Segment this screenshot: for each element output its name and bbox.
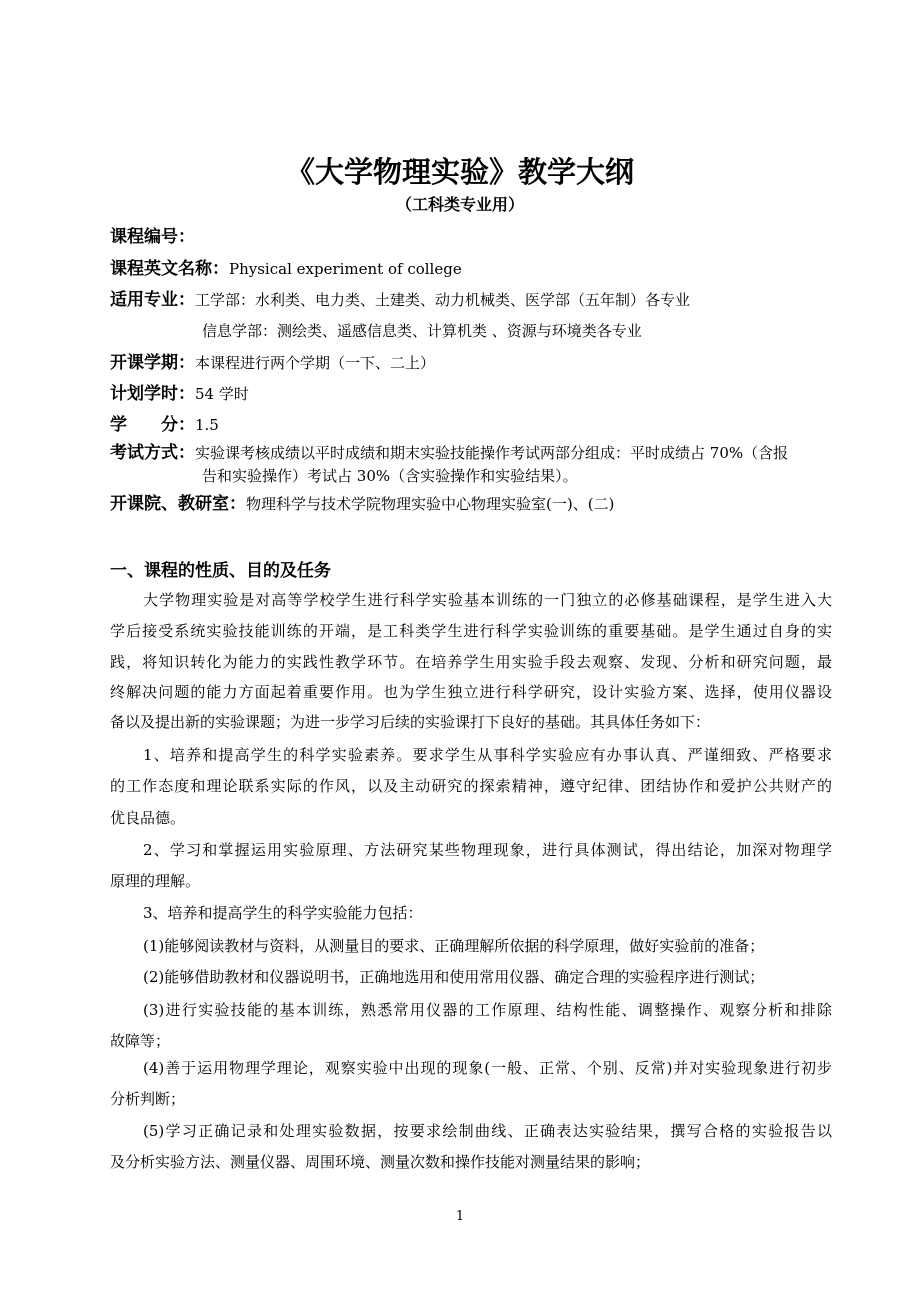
department-row (110, 494, 832, 514)
major-line-2: 信息学部：测绘类、遥感信息类、计算机类 、资源与环境类各专业 (202, 322, 642, 340)
major-line-1: 工学部：水利类、电力类、土建类、动力机械类、医学部（五年制）各专业 (195, 291, 691, 309)
major-label: 适用专业： (110, 290, 195, 310)
exam-row (110, 443, 832, 463)
task-item-2-line: 2、学习和掌握运用实验原理、方法研究某些物理现象，进行具体测试，得出结论，加深对物理学 (143, 841, 832, 859)
intro-paragraph-line: 学后接受系统实验技能训练的开端，是工科类学生进行科学实验训练的重要基础。是学生通过自身的实 (110, 622, 832, 640)
page-number: 1 (455, 1209, 465, 1224)
ability-item-3-line: (3)进行实验技能的基本训练，熟悉常用仪器的工作原理、结构性能、调整操作、观察分析和排除 (143, 1001, 832, 1019)
ability-item-4-line: 分析判断； (110, 1090, 186, 1108)
ability-item-1-line: (1)能够阅读教材与资料，从测量目的要求、正确理解所依据的科学原理，做好实验前的准备； (143, 937, 765, 955)
exam-label: 考试方式： (110, 443, 195, 463)
term-label: 开课学期： (110, 353, 195, 373)
term-value: 本课程进行两个学期（一下、二上） (195, 354, 436, 372)
ability-item-2-line: (2)能够借助教材和仪器说明书，正确地选用和使用常用仪器、确定合理的实验程序进行测试； (143, 968, 765, 986)
department-value: 物理科学与技术学院物理实验中心物理实验室(一)、(二) (246, 495, 615, 513)
intro-paragraph-line: 备以及提出新的实验课题；为进一步学习后续的实验课打下良好的基础。其具体任务如下： (110, 713, 711, 731)
course-code-row (110, 227, 832, 247)
credit-row (110, 415, 832, 435)
exam-line-1: 实验课考核成绩以平时成绩和期末实验技能操作考试两部分组成：平时成绩占 70%（含报 (195, 444, 789, 462)
english-name-row (110, 259, 832, 279)
intro-paragraph-line: 大学物理实验是对高等学校学生进行科学实验基本训练的一门独立的必修基础课程，是学生进入大 (143, 591, 832, 609)
document-title: 《大学物理实验》教学大纲 (285, 155, 634, 189)
task-item-1-line: 1、培养和提高学生的科学实验素养。要求学生从事科学实验应有办事认真、严谨细致、严格要求 (143, 746, 832, 764)
credit-label: 学 分： (110, 415, 195, 435)
english-name-value: Physical experiment of college (229, 260, 462, 278)
major-row (110, 290, 832, 310)
english-name-label: 课程英文名称： (110, 259, 229, 279)
task-item-2-line: 原理的理解。 (110, 872, 201, 890)
task-item-1-line: 的工作态度和理论联系实际的作风，以及主动研究的探索精神，遵守纪律、团结协作和爱护公共财产的 (110, 777, 832, 795)
ability-item-5-line: (5)学习正确记录和处理实验数据，按要求绘制曲线、正确表达实验结果，撰写合格的实验报告以 (143, 1122, 832, 1140)
hours-value: 54 学时 (195, 385, 249, 403)
term-row (110, 353, 832, 373)
hours-row (110, 384, 832, 404)
ability-item-5-line: 及分析实验方法、测量仪器、周围环境、测量次数和操作技能对测量结果的影响； (110, 1153, 651, 1171)
course-code-label: 课程编号： (110, 227, 195, 247)
ability-item-4-line: (4)善于运用物理学理论，观察实验中出现的现象(一般、正常、个别、反常)并对实验现象进行初步 (143, 1059, 832, 1077)
intro-paragraph-line: 终解决问题的能力方面起着重要作用。也为学生独立进行科学研究，设计实验方案、选择，使用仪器设 (110, 683, 832, 701)
ability-item-3-line: 故障等； (110, 1032, 171, 1050)
credit-value: 1.5 (195, 416, 219, 434)
exam-line-2: 告和实验操作）考试占 30%（含实验操作和实验结果）。 (202, 467, 578, 485)
hours-label: 计划学时： (110, 384, 195, 404)
task-item-3-line: 3、培养和提高学生的科学实验能力包括： (143, 904, 423, 922)
task-item-1-line: 优良品德。 (110, 809, 186, 827)
document-subtitle: （工科类专业用） (395, 195, 524, 214)
intro-paragraph-line: 践，将知识转化为能力的实践性教学环节。在培养学生用实验手段去观察、发现、分析和研究问题，最 (110, 653, 832, 671)
department-label: 开课院、教研室： (110, 494, 246, 514)
section-heading: 一、课程的性质、目的及任务 (110, 561, 331, 581)
